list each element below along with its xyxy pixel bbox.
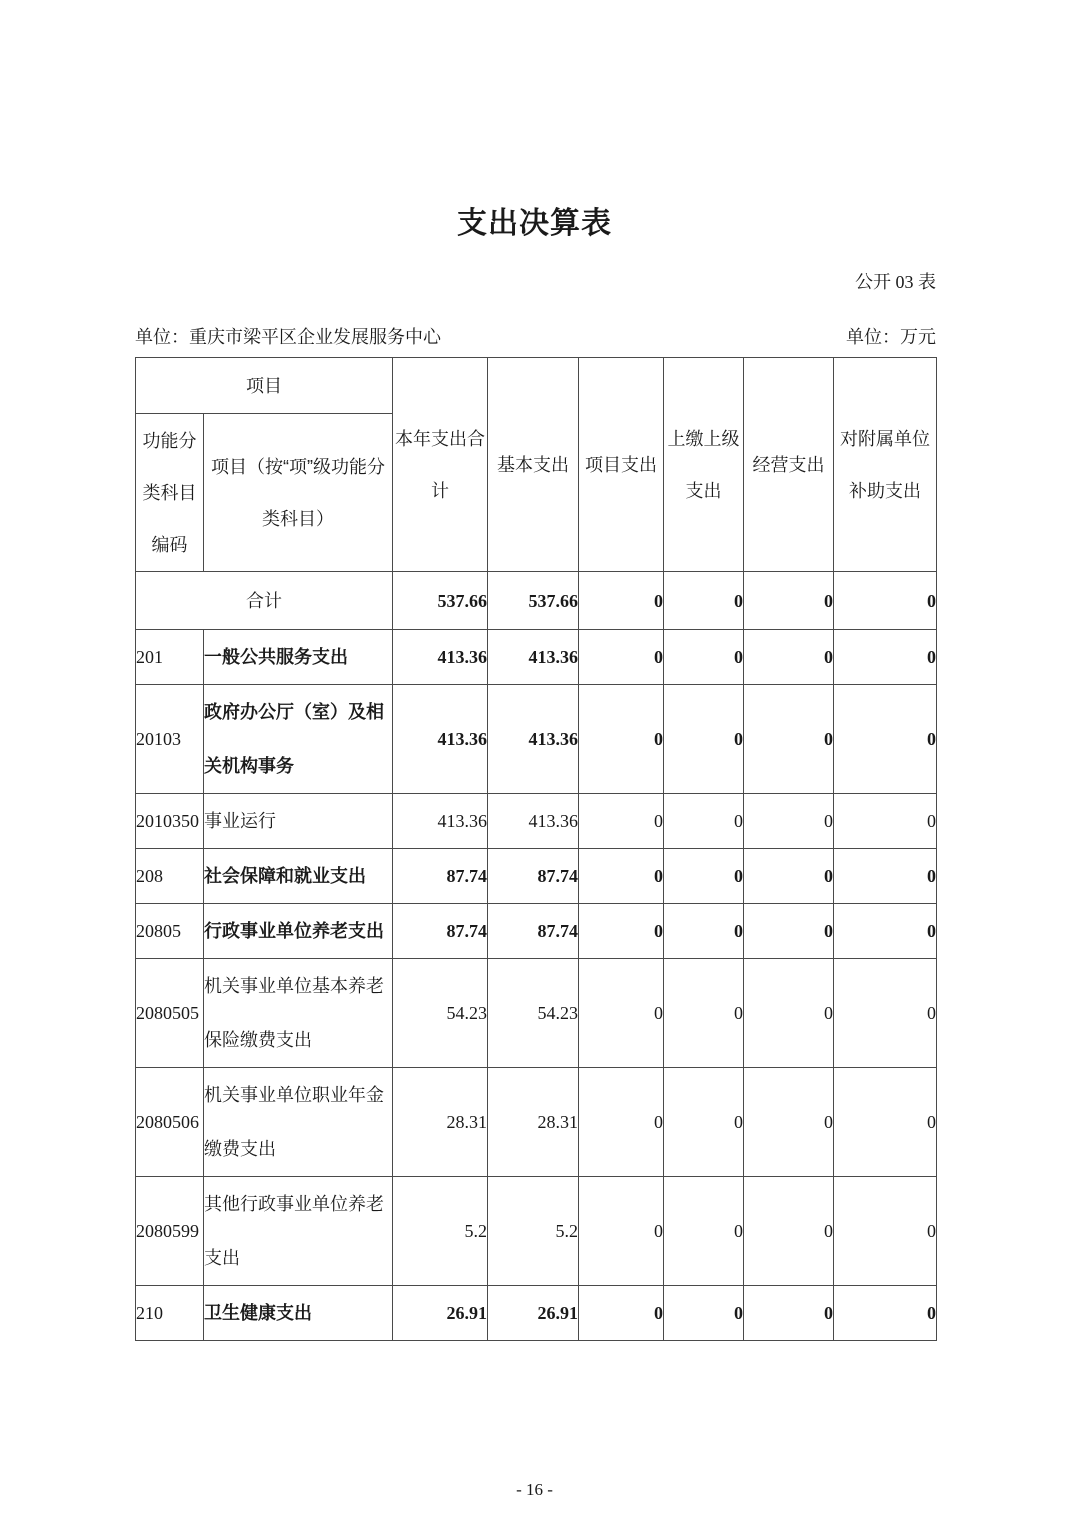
row-value: 0: [579, 685, 664, 794]
header-operating: 经营支出: [744, 358, 834, 572]
row-value: 0: [579, 630, 664, 685]
row-value: 87.74: [488, 904, 579, 959]
row-value: 0: [744, 685, 834, 794]
row-value: 537.66: [393, 572, 488, 630]
row-value: 26.91: [488, 1286, 579, 1341]
row-code: 208: [136, 849, 204, 904]
row-value: 0: [664, 1177, 744, 1286]
row-value: 0: [579, 794, 664, 849]
row-value: 0: [744, 849, 834, 904]
table-row: [136, 572, 937, 630]
row-value: 0: [834, 904, 937, 959]
unit-measure: 单位：万元: [846, 327, 936, 347]
row-code: 2080505: [136, 959, 204, 1068]
row-code: 210: [136, 1286, 204, 1341]
row-value: 0: [744, 630, 834, 685]
row-value: 0: [834, 959, 937, 1068]
unit-row: [135, 325, 936, 349]
header-subsidy: 对附属单位补助支出: [834, 358, 937, 572]
row-value: 0: [664, 794, 744, 849]
row-value: 413.36: [488, 794, 579, 849]
header-project: 项目支出: [579, 358, 664, 572]
table-row: [136, 1068, 937, 1177]
row-value: 5.2: [393, 1177, 488, 1286]
row-value: 0: [664, 959, 744, 1068]
row-value: 28.31: [488, 1068, 579, 1177]
row-value: 413.36: [488, 685, 579, 794]
header-upper: 上缴上级支出: [664, 358, 744, 572]
row-value: 0: [834, 630, 937, 685]
header-item: 项目（按“项”级功能分类科目）: [204, 414, 393, 572]
row-item: 事业运行: [204, 794, 393, 849]
row-value: 0: [579, 572, 664, 630]
row-code: 2080599: [136, 1177, 204, 1286]
row-value: 537.66: [488, 572, 579, 630]
table-row: [136, 959, 937, 1068]
unit-name: 单位：重庆市梁平区企业发展服务中心: [135, 327, 441, 347]
row-value: 0: [579, 959, 664, 1068]
row-item: 机关事业单位职业年金缴费支出: [204, 1068, 393, 1177]
row-value: 0: [579, 904, 664, 959]
row-value: 0: [834, 685, 937, 794]
header-basic: 基本支出: [488, 358, 579, 572]
table-body: [136, 572, 937, 1341]
row-value: 54.23: [393, 959, 488, 1068]
row-value: 0: [664, 1286, 744, 1341]
expenditure-table: [135, 357, 937, 1341]
row-code: 20103: [136, 685, 204, 794]
row-value: 0: [834, 572, 937, 630]
row-item: 政府办公厅（室）及相关机构事务: [204, 685, 393, 794]
row-value: 413.36: [393, 794, 488, 849]
row-value: 0: [834, 1177, 937, 1286]
header-total: 本年支出合计: [393, 358, 488, 572]
row-code: 2080506: [136, 1068, 204, 1177]
row-value: 413.36: [488, 630, 579, 685]
row-value: 0: [744, 1286, 834, 1341]
row-value: 28.31: [393, 1068, 488, 1177]
table-row: [136, 1177, 937, 1286]
row-value: 87.74: [488, 849, 579, 904]
row-value: 0: [579, 1286, 664, 1341]
row-value: 0: [664, 1068, 744, 1177]
row-value: 0: [579, 1068, 664, 1177]
table-row: [136, 794, 937, 849]
page-number: - 16 -: [516, 1480, 553, 1499]
row-value: 87.74: [393, 904, 488, 959]
row-value: 0: [834, 1068, 937, 1177]
row-value: 5.2: [488, 1177, 579, 1286]
page-title: 支出决算表: [457, 207, 612, 240]
row-total-label: 合计: [136, 572, 393, 630]
table-row: [136, 904, 937, 959]
row-item: 机关事业单位基本养老保险缴费支出: [204, 959, 393, 1068]
sheet-label: 公开 03 表: [855, 272, 936, 292]
row-value: 0: [744, 904, 834, 959]
header-code: 功能分类科目编码: [136, 414, 204, 572]
table-row: [136, 849, 937, 904]
row-value: 0: [579, 1177, 664, 1286]
row-value: 0: [744, 572, 834, 630]
row-value: 54.23: [488, 959, 579, 1068]
row-value: 413.36: [393, 685, 488, 794]
row-item: 行政事业单位养老支出: [204, 904, 393, 959]
row-value: 0: [834, 794, 937, 849]
table-row: [136, 630, 937, 685]
row-value: 0: [664, 630, 744, 685]
row-value: 0: [744, 794, 834, 849]
row-item: 其他行政事业单位养老支出: [204, 1177, 393, 1286]
row-value: 87.74: [393, 849, 488, 904]
row-value: 0: [744, 959, 834, 1068]
row-value: 0: [834, 1286, 937, 1341]
row-item: 卫生健康支出: [204, 1286, 393, 1341]
row-value: 0: [664, 904, 744, 959]
row-item: 社会保障和就业支出: [204, 849, 393, 904]
header-item-group: 项目: [136, 358, 393, 414]
row-value: 413.36: [393, 630, 488, 685]
table-row: [136, 1286, 937, 1341]
row-code: 201: [136, 630, 204, 685]
header-row-group: [136, 358, 937, 414]
row-item: 一般公共服务支出: [204, 630, 393, 685]
row-value: 0: [579, 849, 664, 904]
row-value: 0: [744, 1068, 834, 1177]
row-value: 0: [664, 572, 744, 630]
row-value: 0: [664, 685, 744, 794]
row-code: 20805: [136, 904, 204, 959]
row-value: 0: [744, 1177, 834, 1286]
row-value: 0: [664, 849, 744, 904]
row-value: 0: [834, 849, 937, 904]
table-row: [136, 685, 937, 794]
row-value: 26.91: [393, 1286, 488, 1341]
row-code: 2010350: [136, 794, 204, 849]
